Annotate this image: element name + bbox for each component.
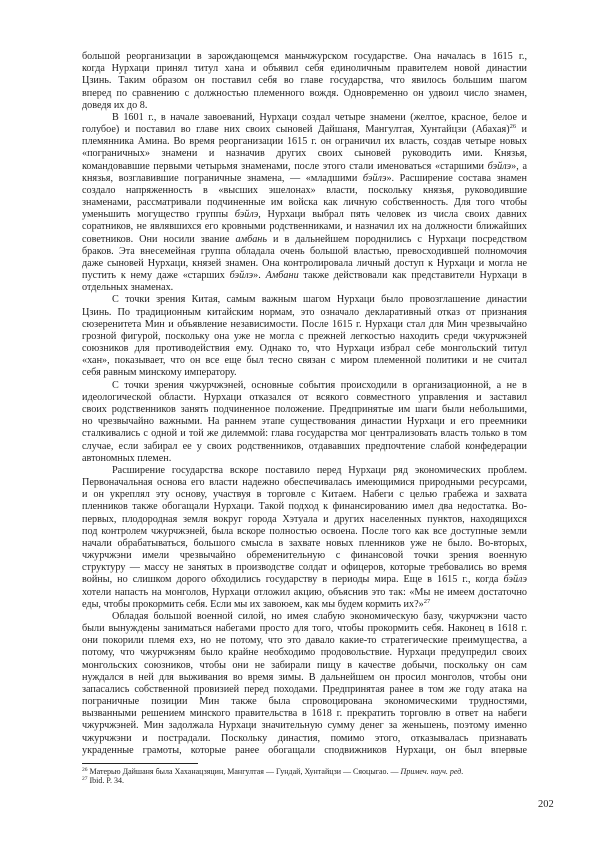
text-line — [82, 209, 527, 221]
text-run: В 1601 г., в начале завоеваний, Нурхаци создал четыре знамени (желтое, красное, белое и — [112, 111, 527, 123]
text-run: чжурчжэни и пострадали. Поскольку династия, помимо этого, отказывалась признавать — [82, 732, 527, 744]
text-line — [82, 745, 527, 757]
paragraph — [82, 294, 527, 379]
text-line — [82, 319, 527, 331]
text-line — [82, 173, 527, 185]
text-line — [82, 294, 527, 306]
text-line — [82, 404, 527, 416]
italic-term: бэйлэ — [487, 160, 512, 172]
text-run: ». — [253, 270, 266, 282]
text-run: союзников для противодействия ему. Однако то, что Нурхаци избрал себе монгольский титул — [82, 343, 527, 355]
text-run: Ibid. P. 34. — [87, 775, 124, 785]
text-line — [82, 562, 527, 574]
text-run: войны, но слишком дорого обходились государству в периоды мира. Еще в 1615 г., когда — [82, 574, 504, 586]
text-run: еды, чтобы прокормить себя. Если мы их завоюем, как мы будем кормить их?» — [82, 598, 424, 610]
text-run: когда Нурхаци принял титул хана и объявил себя единоличным правителем новой династии — [82, 63, 527, 75]
text-run: знаменами, рассматривали подчиненные им войска как личную собственность. Для того чтобы — [82, 197, 527, 209]
text-line — [82, 221, 527, 233]
text-run: пленников также обогащали Нурхаци. Такой подход к финансированию имел два недостатка. Во- — [82, 501, 527, 513]
text-line — [82, 684, 527, 696]
text-run: начали обрабатываться, большого смысла в захвате новых пленников уже не было. Во-вторых, — [82, 537, 527, 549]
paragraph — [82, 611, 527, 757]
text-run: большой реорганизации в зарождающемся маньчжурском государстве. Она началась в 1615 г., — [82, 51, 527, 62]
text-run: доведя их до 8. — [82, 99, 148, 111]
text-run: », а — [511, 160, 527, 172]
text-run: также действовали как представители Нурхаци в — [298, 270, 527, 282]
text-line — [82, 307, 527, 319]
text-run: под контролем чжурчжэней, была вскоре полностью освоена. После того как все доступные земли — [82, 525, 527, 537]
text-run: , Нурхаци выбрал пять человек из числа своих давних — [258, 209, 527, 221]
text-line — [82, 185, 527, 197]
italic-term: бэйлэ — [229, 270, 254, 282]
text-run: структуру — массу не занятых в производстве солдат и офицеров, которые требовались во время — [82, 562, 527, 574]
text-line — [82, 112, 527, 124]
text-line — [82, 246, 527, 258]
text-line — [82, 647, 527, 659]
text-line — [82, 477, 527, 489]
text-line — [82, 453, 527, 465]
text-run: запасались собственной провизией перед походами. Предпринятая ранее в том же году атака на — [82, 683, 527, 695]
text-run: пустить к нему даже «старших — [82, 270, 230, 282]
text-run: вызванными решением минского правительства в 1618 г. прекратить торговлю в ответ на набеги — [82, 708, 527, 720]
text-line — [82, 635, 527, 647]
text-run: Расширение государства вскоре поставило перед Нурхаци ряд экономических проблем. — [112, 464, 527, 476]
footnote — [82, 768, 527, 777]
text-run: голубое) и поставил во главе них своих сыновей Дайшаня, Мангултая, Хунтайцзи (Абахая) — [82, 124, 510, 136]
text-line — [82, 136, 527, 148]
text-run: были вынуждены заниматься набегами просто для того, чтобы прокормить себя. Наконец в 1618 г. — [82, 623, 527, 635]
text-line — [82, 161, 527, 173]
text-line — [82, 489, 527, 501]
text-run: себя равным минскому императору. — [82, 367, 237, 379]
text-run: уменьшить могущество группы — [82, 209, 235, 221]
text-run: вперед по сравнению с должностью племенного вождя. Одновременно он удвоил число знамен, — [82, 87, 527, 99]
text-run: они покорили племя ехэ, но не потому, что это давало какие-то стратегические преимущества, а — [82, 635, 527, 647]
text-line — [82, 51, 527, 63]
italic-term: Амбани — [265, 270, 299, 282]
text-line — [82, 733, 527, 745]
italic-term: амбань — [235, 233, 267, 245]
text-line — [82, 465, 527, 477]
text-line — [82, 538, 527, 550]
text-line — [82, 514, 527, 526]
text-line — [82, 270, 527, 282]
text-line — [82, 587, 527, 599]
footnote-ref: 26 — [82, 767, 88, 773]
body-text — [82, 51, 527, 757]
page-number: 202 — [538, 799, 554, 810]
text-run: князья, возглавившие пограничные знамена, — «младшими — [82, 172, 363, 184]
text-run: соратников, не являвшихся его кровными родственниками, и назначил их на должности ближайших — [82, 221, 527, 233]
text-line — [82, 258, 527, 270]
text-run: и в дальнейшем породнились с Нурхаци посредством — [267, 233, 527, 245]
text-line — [82, 343, 527, 355]
italic-term: бэйлэ — [362, 172, 387, 184]
text-run: создало напряженность в «высших эшелонах» власти, поскольку князья, руководившие — [82, 184, 527, 196]
text-run: Обладая большой военной силой, но имея слабую экономическую базу, чжурчжэни часто — [112, 610, 527, 622]
text-run: но чрезвычайно важными. На раннем этапе существования династии Нурхаци и его преемники — [82, 416, 527, 428]
text-run: хотели напасть на монголов, Нурхаци отложил акцию, объяснив это так: «Мы не имеем достаточно — [82, 586, 527, 598]
text-line — [82, 380, 527, 392]
text-run: «пограничных» знамени и назначив других своих сыновей руководить ими. Князья, — [82, 148, 527, 160]
italic-term: бэйлэ — [234, 209, 259, 221]
text-line — [82, 720, 527, 732]
text-line — [82, 599, 527, 611]
text-run: чжурчжэни имели чрезвычайно обременительную с финансовой точки зрения военную — [82, 550, 527, 562]
text-line — [82, 124, 527, 136]
text-line — [82, 696, 527, 708]
text-run: племянника Амина. Во время реорганизации 1615 г. он ограничил их власть, создав четыре новых — [82, 136, 527, 148]
text-line — [82, 282, 527, 294]
text-run: пограничные позиции Мин также была спровоцирована экономическими трудностями, — [82, 696, 527, 708]
text-run: командовавшие первыми четырьмя знаменами, после этого стали именоваться «старшими — [82, 160, 488, 172]
text-line — [82, 63, 527, 75]
text-run: браков. Эта внесемейная группа обладала очень большой властью, превосходившей полномочия — [82, 245, 527, 257]
paragraph — [82, 112, 527, 295]
text-line — [82, 100, 527, 112]
text-run: Цзинь. Таким образом он поставил себя во главе государства, что явилось большим шагом — [82, 75, 527, 87]
text-line — [82, 392, 527, 404]
text-run: идеологической области. Нурхаци отказался от всякого совместного управления и заставил — [82, 391, 527, 403]
text-line — [82, 501, 527, 513]
text-line — [82, 660, 527, 672]
text-run: Цзинь. По традиционным китайским нормам, это означало декларативный отказ от признания — [82, 306, 527, 318]
text-line — [82, 708, 527, 720]
text-run: и — [516, 124, 528, 136]
footnote-ref: 26 — [509, 123, 517, 131]
text-line — [82, 550, 527, 562]
text-line — [82, 197, 527, 209]
text-line — [82, 428, 527, 440]
text-run: сюзеренитета Мин и объявление независимости. После 1615 г. Нурхаци стал для Мин чрезвычайно — [82, 318, 527, 330]
text-run: украденные грамоты, которые ранее обогащали сподвижников Нурхаци, он был впервые — [82, 744, 527, 756]
text-run: советников. Они носили звание — [82, 233, 236, 245]
italic-term: бэйлэ — [503, 574, 527, 586]
text-line — [82, 611, 527, 623]
text-line — [82, 623, 527, 635]
text-run: чжурчжэней. Мин задолжала Нурхаци значительную сумму денег за женьшень, поэтому именно — [82, 720, 527, 732]
text-run: С точки зрения Китая, самым важным шагом Нурхаци было провозглашение династии — [112, 294, 527, 306]
text-run: С точки зрения чжурчжэней, основные события происходили в организационной, а не в — [112, 379, 527, 391]
text-line — [82, 331, 527, 343]
text-run: даже сыновей Нурхаци, князей знамен. Она контролировала личный доступ к Нурхаци и могла не — [82, 257, 527, 269]
text-run: потому, что чжурчжэням было крайне необходимо продовольствие. Нурхаци предупредил своих — [82, 647, 527, 659]
text-run: автономных племен. — [82, 452, 172, 464]
text-run: нуждался в ней для выживания во время зимы. В дальнейшем он просил монголов, чтобы они — [82, 671, 527, 683]
text-run: своих родственников занять подчиненное положение. Предпринятые им шаги были небольшими, — [82, 403, 527, 415]
text-run: первых, плодородная земля вокруг города Хэтуала и других населенных пунктов, находящихся — [82, 513, 527, 525]
footnote-ref: 27 — [82, 775, 88, 782]
paragraph — [82, 380, 527, 465]
paragraph — [82, 465, 527, 611]
text-line — [82, 416, 527, 428]
text-line — [82, 672, 527, 684]
text-run: ». Расширение состава знамен — [386, 172, 527, 184]
text-run: и он укреплял эту основу, участвуя в торговле с Китаем. Набеги с целью грабежа и захвата — [82, 489, 527, 501]
text-run: Матерью Дайшаня была Хаханацзяцин, Мангултая — Гундай, Хунтайцзи — Сяоцыгао. — — [87, 767, 401, 776]
footnote — [82, 777, 527, 786]
text-run: «хан», показывает, что он все еще был тесно связан с миром племенной политики и не считал — [82, 355, 527, 367]
text-run: отдельных знаменах. — [82, 282, 174, 294]
text-line — [82, 355, 527, 367]
text-line — [82, 75, 527, 87]
text-line — [82, 88, 527, 100]
footnotes — [82, 768, 527, 786]
text-line — [82, 526, 527, 538]
text-line — [82, 148, 527, 160]
text-line — [82, 234, 527, 246]
text-run: грозной фигурой, поскольку она уже не могла с прежней легкостью находить среди чжурчжэней — [82, 330, 527, 342]
italic-term: Примеч. науч. ред. — [400, 767, 464, 776]
footnote-divider — [82, 763, 198, 764]
text-line — [82, 574, 527, 586]
text-line — [82, 367, 527, 379]
paragraph — [82, 51, 527, 112]
text-run: случае, если забирал ее у своих родственников, отдававших предпочтение слабой конфедерации — [82, 440, 527, 452]
footnote-ref: 27 — [423, 597, 431, 605]
text-line — [82, 441, 527, 453]
text-run: Первоначальная основа его власти надежно обеспечивалась имеющимися природными ресурсами, — [82, 477, 527, 489]
text-run: монгольских союзников, чтобы они не забирали пищу в качестве добычи, поскольку он сам — [82, 659, 527, 671]
text-run: сталкивались с одной и той же дилеммой: глава государства мог централизовать власть только в том — [82, 428, 527, 440]
